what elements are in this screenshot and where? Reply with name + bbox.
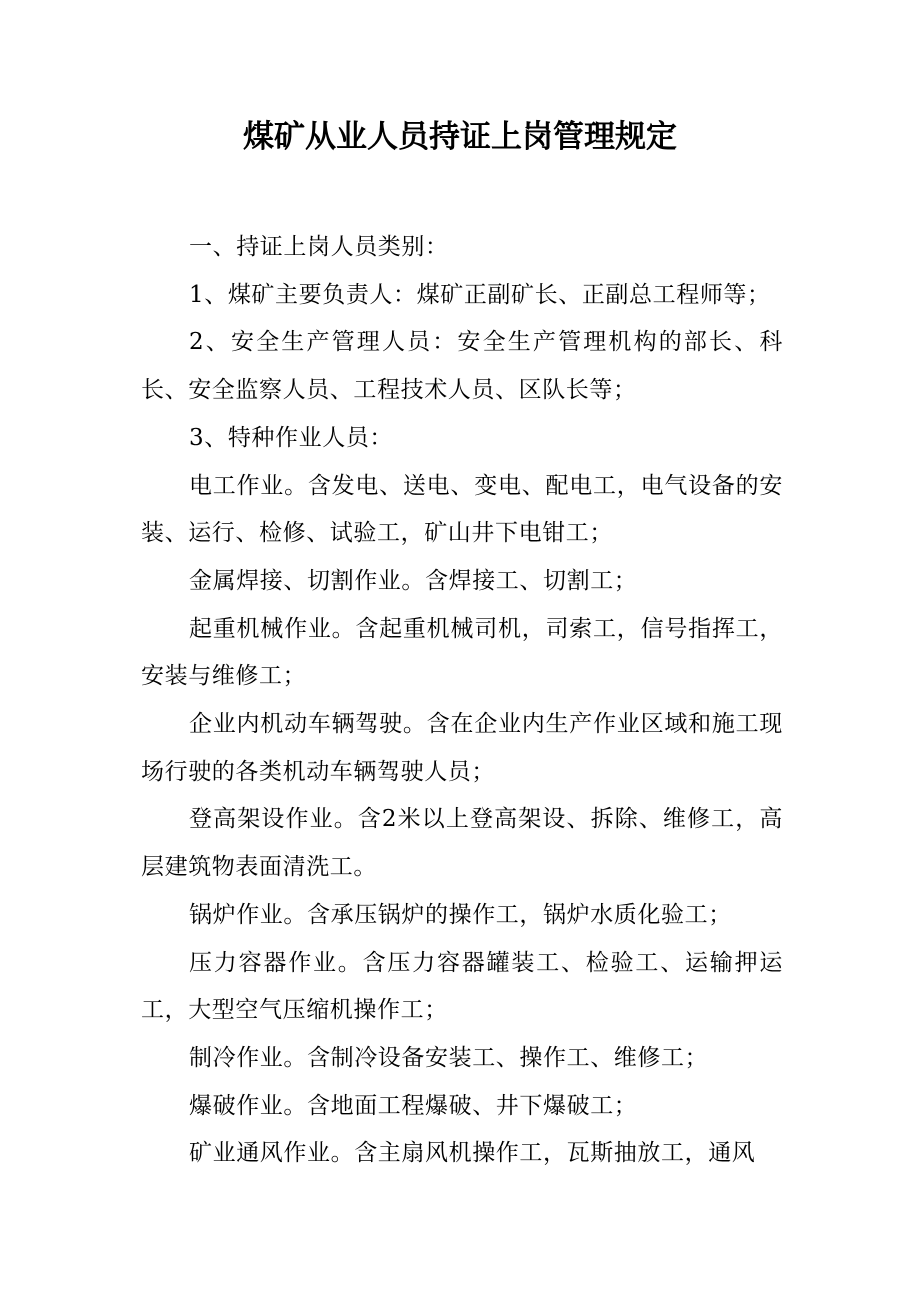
paragraph-blasting: 爆破作业。含地面工程爆破、井下爆破工； (189, 1092, 638, 1119)
paragraph-special-operators: 3、特种作业人员： (189, 424, 394, 451)
paragraph-height-work: 登高架设作业。含2米以上登高架设、拆除、维修工，高层建筑物表面清洗工。 (141, 806, 783, 881)
paragraph-vehicle-driving: 企业内机动车辆驾驶。含在企业内生产作业区域和施工现场行驶的各类机动车辆驾驶人员； (141, 711, 783, 785)
document-body (141, 224, 783, 1178)
paragraph-main-responsible: 1、煤矿主要负责人：煤矿正副矿长、正副总工程师等； (189, 281, 771, 308)
paragraph-refrigeration: 制冷作业。含制冷设备安装工、操作工、维修工； (189, 1044, 709, 1071)
paragraph-boiler: 锅炉作业。含承压锅炉的操作工，锅炉水质化验工； (189, 901, 732, 928)
paragraph-electrician: 电工作业。含发电、送电、变电、配电工，电气设备的安装、运行、检修、试验工，矿山井下电钳工； (141, 472, 783, 547)
document-title: 煤矿从业人员持证上岗管理规定 (243, 119, 677, 155)
paragraph-hoisting: 起重机械作业。含起重机械司机，司索工，信号指挥工，安装与维修工； (141, 615, 783, 690)
paragraph-safety-managers: 2、安全生产管理人员：安全生产管理机构的部长、科长、安全监察人员、工程技术人员、区队长等； (141, 329, 783, 404)
paragraph-category-heading: 一、持证上岗人员类别： (189, 234, 449, 260)
paragraph-pressure-vessel: 压力容器作业。含压力容器罐装工、检验工、运输押运工，大型空气压缩机操作工； (141, 949, 783, 1024)
paragraph-welding: 金属焊接、切割作业。含焊接工、切割工； (189, 567, 638, 594)
paragraph-ventilation: 矿业通风作业。含主扇风机操作工，瓦斯抽放工，通风 (189, 1140, 756, 1167)
